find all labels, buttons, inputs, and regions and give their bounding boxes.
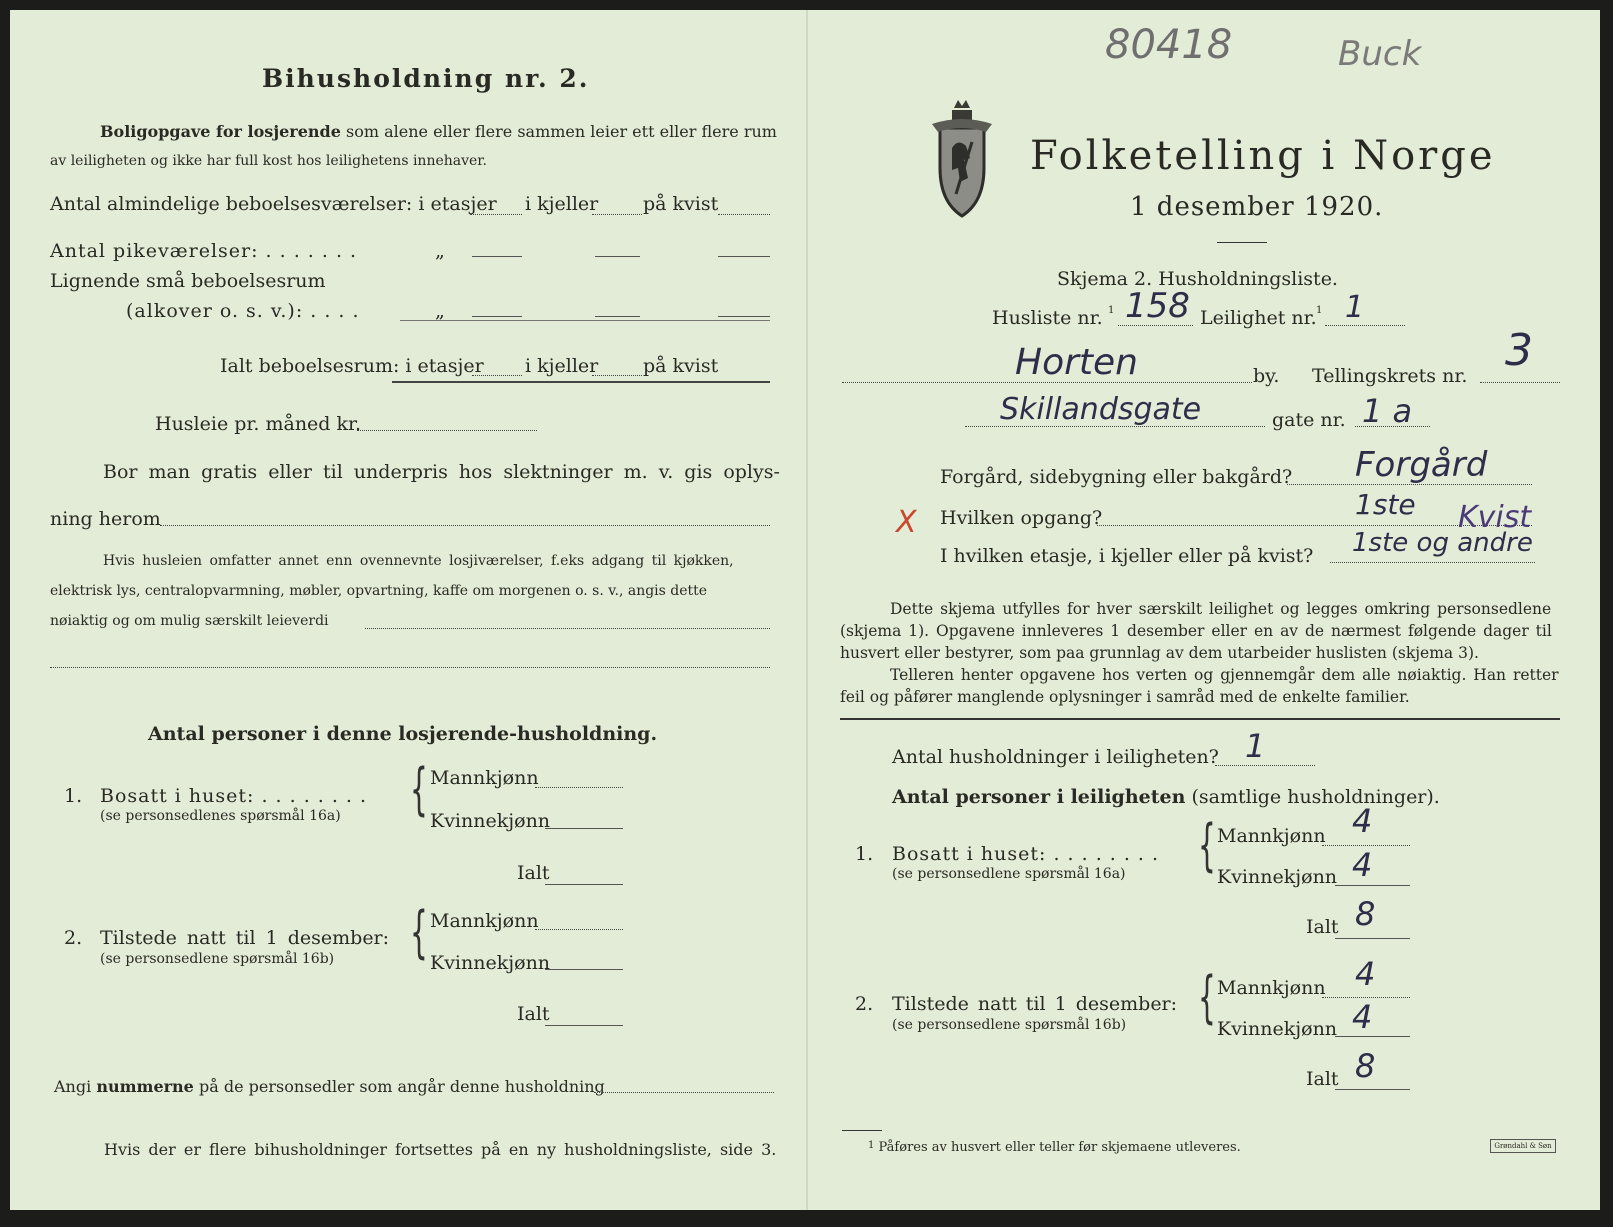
right-q2-brace: {	[1198, 965, 1216, 1030]
instr-line2: (skjema 1). Opgavene innleveres 1 desember eller en av de nærmest følgende dager til	[840, 622, 1552, 640]
right-q1-female-value: 4	[1352, 846, 1373, 884]
numbers-field	[594, 1092, 774, 1093]
left-title: Bihusholdning nr. 2.	[262, 64, 590, 93]
total-underline	[392, 381, 770, 383]
free-line1: Bor man gratis eller til underpris hos slektninger m. v. gis oplys-	[103, 461, 780, 483]
left-q2-male-field	[535, 929, 623, 930]
rent-label: Husleie pr. måned kr.	[155, 413, 362, 435]
gate-field	[1355, 426, 1430, 427]
extra-line3: nøiaktig og om mulig særskilt leieverdi	[50, 613, 329, 629]
city-field	[842, 382, 1252, 383]
by-label: by.	[1253, 365, 1280, 387]
right-q2-female-label: Kvinnekjønn	[1217, 1018, 1338, 1040]
total-cellar-field	[592, 375, 642, 376]
right-q2-male-label: Mannkjønn	[1217, 977, 1326, 999]
right-q2-total-label: Ialt	[1306, 1068, 1339, 1090]
right-q2-female-value: 4	[1352, 998, 1373, 1036]
left-q1-male: Mannkjønn	[430, 767, 539, 789]
opgang-label: Hvilken opgang?	[940, 507, 1103, 529]
intro-line2: av leiligheten og ikke har full kost hos leilighetens innehaver.	[50, 153, 487, 169]
rooms-cellar-field	[592, 214, 642, 215]
schema-label: Skjema 2. Husholdningsliste.	[1057, 268, 1338, 290]
right-q2-sub: (se personsedlene spørsmål 16b)	[892, 1017, 1127, 1033]
husliste-footnote-mark: 1	[1108, 305, 1115, 316]
right-q2-label: Tilstede natt til 1 desember:	[892, 993, 1178, 1015]
alcove-underline	[400, 320, 770, 321]
free-field	[160, 525, 770, 526]
intro-bold: Boligopgave for losjerende	[100, 122, 341, 141]
extra-field-2	[50, 667, 770, 668]
households-label: Antal husholdninger i leiligheten?	[892, 746, 1219, 768]
households-value: 1	[1245, 727, 1266, 765]
right-persons-rest: (samtlige husholdninger).	[1191, 786, 1440, 808]
archive-number: 80418	[1105, 22, 1233, 68]
maid-ditto: „	[435, 240, 445, 262]
gate-label: gate nr.	[1272, 409, 1346, 431]
instr-line3: husvert eller bestyrer, som paa grunnlag av dem utarbeider huslisten (skjema 3).	[840, 644, 1479, 662]
rooms-cellar: i kjeller	[525, 193, 599, 215]
extra-field	[365, 628, 770, 629]
forgard-field	[1287, 484, 1532, 485]
free-line2: ning herom	[50, 508, 161, 530]
husliste-value: 158	[1125, 286, 1190, 326]
right-q1-total-label: Ialt	[1306, 916, 1339, 938]
footnote-mark: 1	[868, 1140, 875, 1151]
right-q2-num: 2.	[855, 993, 874, 1015]
total-etasjer-field	[472, 375, 522, 376]
maid-cellar-field	[595, 256, 640, 257]
right-q1-total-field	[1335, 938, 1410, 939]
intro-rest: som alene eller flere sammen leier ett eller flere rum	[345, 122, 777, 141]
right-q2-female-field	[1335, 1036, 1410, 1037]
alcove-ditto: „	[435, 300, 445, 322]
left-q1-num: 1.	[64, 785, 83, 807]
extra-line1: Hvis husleien omfatter annet enn ovennevnte losjiværelser, f.eks adgang til kjøkken,	[103, 553, 734, 569]
leilighet-label: Leilighet nr.	[1200, 307, 1317, 329]
right-q1-label: Bosatt i huset: . . . . . . . .	[892, 843, 1160, 865]
total-rooms-label: Ialt beboelsesrum: i etasjer	[220, 355, 484, 377]
x-mark: X	[896, 505, 917, 540]
rooms-label: Antal almindelige beboelsesværelser: i etasjer	[50, 193, 497, 215]
right-q1-female-field	[1335, 885, 1410, 886]
etasje-field	[1330, 562, 1535, 563]
street-value: Skillandsgate	[1000, 392, 1202, 427]
footnote-rule	[842, 1130, 882, 1131]
etasje-value: 1ste og andre	[1352, 528, 1533, 558]
opgang-value: 1ste	[1355, 488, 1416, 521]
krets-value: 3	[1505, 325, 1533, 376]
title-rule	[1217, 242, 1267, 243]
right-q1-male-value: 4	[1352, 802, 1373, 840]
right-q2-male-value: 4	[1355, 955, 1376, 993]
instr-rule	[840, 718, 1560, 720]
left-q2-male: Mannkjønn	[430, 910, 539, 932]
left-q1-total: Ialt	[517, 862, 550, 884]
left-q2-female: Kvinnekjønn	[430, 952, 551, 974]
right-q1-sub: (se personsedlene spørsmål 16a)	[892, 866, 1126, 882]
right-q1-total-value: 8	[1355, 895, 1376, 933]
right-q1-male-label: Mannkjønn	[1217, 825, 1326, 847]
left-q1-total-field	[545, 884, 623, 885]
left-q2-sub: (se personsedlene spørsmål 16b)	[100, 951, 335, 967]
continue-note: Hvis der er flere bihusholdninger fortsettes på en ny husholdningsliste, side 3.	[104, 1140, 777, 1159]
right-q2-total-field	[1335, 1089, 1410, 1090]
alcove-cellar-field	[595, 316, 640, 317]
rooms-etasjer-field	[470, 214, 522, 215]
numbers-b: nummerne	[96, 1077, 194, 1096]
leilighet-field	[1325, 325, 1405, 326]
page-fold	[806, 10, 808, 1210]
left-q1-label: Bosatt i huset: . . . . . . . .	[100, 785, 368, 807]
left-q2-female-field	[545, 969, 623, 970]
husliste-label: Husliste nr.	[992, 307, 1103, 329]
similar-small-label: Lignende små beboelsesrum	[50, 270, 326, 292]
krets-field	[1480, 382, 1560, 383]
instr-line1: Dette skjema utfylles for hver særskilt leilighet og legges omkring personsedlene	[890, 600, 1552, 618]
right-q1-num: 1.	[855, 843, 874, 865]
right-q1-female-label: Kvinnekjønn	[1217, 866, 1338, 888]
street-field	[965, 426, 1265, 427]
numbers-c: på de personsedler som angår denne husholdning	[198, 1077, 605, 1096]
right-persons-bold: Antal personer i leiligheten	[892, 786, 1186, 808]
etasje-label: I hvilken etasje, i kjeller eller på kvist?	[940, 545, 1314, 567]
leilighet-footnote-mark: 1	[1316, 305, 1323, 316]
krets-label: Tellingskrets nr.	[1312, 365, 1468, 387]
left-q2-num: 2.	[64, 927, 83, 949]
rooms-attic: på kvist	[643, 193, 719, 215]
printer-stamp: Grøndahl & Søn	[1490, 1139, 1556, 1153]
left-persons-heading: Antal personer i denne losjerende-husholdning.	[148, 723, 658, 745]
husliste-field	[1118, 325, 1193, 326]
leilighet-value: 1	[1345, 290, 1365, 325]
left-q1-female: Kvinnekjønn	[430, 810, 551, 832]
left-q1-female-field	[545, 828, 623, 829]
alcove-etasjer-field	[472, 316, 522, 317]
left-q2-total-field	[545, 1025, 623, 1026]
instr-line4: Telleren henter opgavene hos verten og gjennemgår dem alle nøiaktig. Han retter	[890, 666, 1559, 684]
right-title: Folketelling i Norge	[1030, 133, 1496, 179]
left-q1-brace: {	[410, 757, 428, 822]
forgard-value: Forgård	[1355, 445, 1488, 485]
maid-attic-field	[718, 256, 770, 257]
forgard-label: Forgård, sidebygning eller bakgård?	[940, 466, 1293, 488]
right-q1-brace: {	[1198, 813, 1216, 878]
left-q1-sub: (se personsedlenes spørsmål 16a)	[100, 808, 341, 824]
etasje-kvist: Kvist	[1458, 500, 1532, 535]
alcove-attic-field	[718, 316, 770, 317]
total-cellar: i kjeller	[525, 355, 599, 377]
total-attic: på kvist	[643, 355, 719, 377]
left-q1-male-field	[535, 787, 623, 788]
instr-line5: feil og påfører manglende oplysninger i samråd med de enkelte familier.	[840, 688, 1410, 706]
footnote-text: Påføres av husvert eller teller før skjemaene utleveres.	[878, 1140, 1241, 1155]
left-q2-brace: {	[410, 900, 428, 965]
archive-name: Buck	[1338, 34, 1422, 74]
right-q2-total-value: 8	[1355, 1047, 1376, 1085]
gate-value: 1 a	[1362, 392, 1413, 430]
maid-rooms-label: Antal pikeværelser: . . . . . . .	[50, 240, 358, 262]
city-value: Horten	[1015, 342, 1138, 383]
numbers-a: Angi	[54, 1077, 92, 1096]
left-q2-label: Tilstede natt til 1 desember:	[100, 927, 390, 949]
maid-etasjer-field	[472, 256, 522, 257]
right-date: 1 desember 1920.	[1130, 192, 1384, 222]
rent-field	[357, 430, 537, 431]
coat-of-arms-icon	[928, 98, 996, 220]
rooms-attic-field	[718, 214, 770, 215]
households-field	[1215, 765, 1315, 766]
left-q2-total: Ialt	[517, 1003, 550, 1025]
extra-line2: elektrisk lys, centralopvarmning, møbler, opvartning, kaffe om morgenen o. s. v., angis dette	[50, 583, 708, 599]
alcoves-label: (alkover o. s. v.): . . . .	[126, 300, 360, 322]
